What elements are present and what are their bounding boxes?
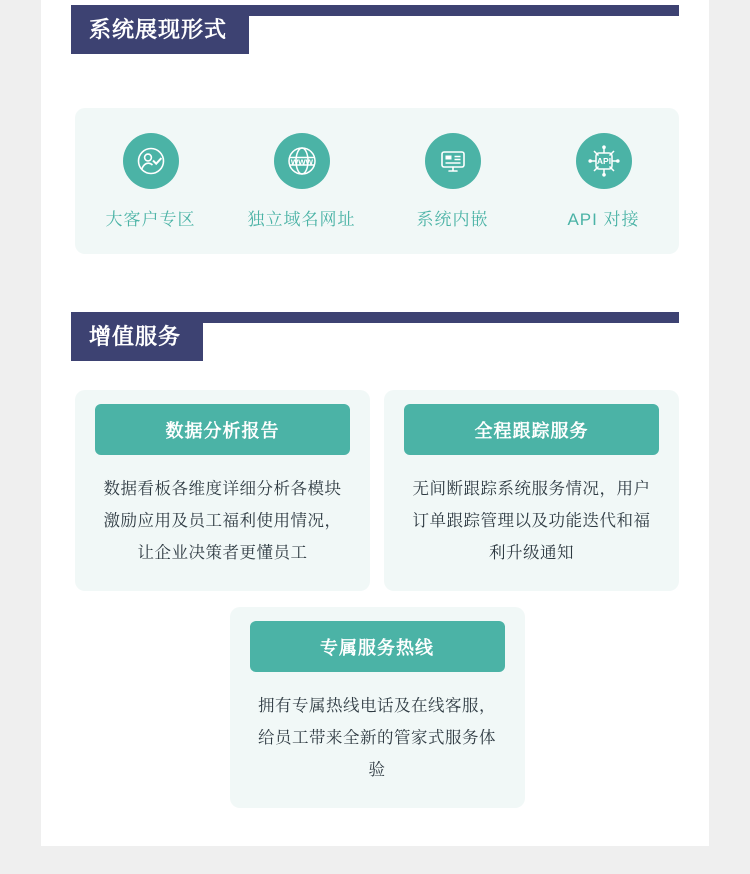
card-row-bottom (75, 591, 679, 808)
section-value-added-services (0, 312, 750, 361)
card-title: 专属服务热线 (250, 621, 505, 672)
card-data-analysis[interactable] (75, 390, 370, 591)
icon-label: API 对接 (567, 209, 640, 229)
card-full-tracking[interactable] (384, 390, 679, 591)
section-title-display-forms: 系统展现形式 (71, 5, 249, 54)
card-body: 数据看板各维度详细分析各模块激励应用及员工福利使用情况，让企业决策者更懂员工 (103, 480, 342, 562)
bottom-gutter (0, 846, 750, 874)
card-body: 拥有专属热线电话及在线客服，给员工带来全新的管家式服务体验 (258, 697, 496, 779)
icon-item-embed[interactable] (378, 133, 528, 230)
www-globe-icon (274, 133, 330, 189)
icon-item-api[interactable] (529, 133, 679, 230)
svg-text:API: API (596, 155, 611, 166)
card-title: 全程跟踪服务 (404, 404, 659, 455)
card-service-hotline[interactable] (230, 607, 525, 808)
right-gutter (709, 0, 750, 874)
left-gutter (0, 0, 41, 874)
icon-label: 系统内嵌 (416, 209, 489, 229)
vip-customer-icon (123, 133, 179, 189)
svg-text:www: www (290, 156, 313, 167)
section-header-wrap (71, 5, 750, 54)
monitor-embed-icon (425, 133, 481, 189)
icon-label: 大客户专区 (105, 209, 196, 229)
icon-item-vip-customer[interactable] (76, 133, 226, 230)
card-body: 无间断跟踪系统服务情况，用户订单跟踪管理以及功能迭代和福利升级通知 (412, 480, 651, 562)
icon-label: 独立域名网址 (247, 209, 356, 229)
api-network-icon (576, 133, 632, 189)
card-row-top (75, 390, 679, 591)
section-header-wrap (71, 312, 750, 361)
value-added-cards (75, 390, 679, 808)
icon-item-domain[interactable] (227, 133, 377, 230)
section-display-forms (0, 5, 750, 54)
section-title-value-added: 增值服务 (71, 312, 203, 361)
card-title: 数据分析报告 (95, 404, 350, 455)
display-forms-panel (75, 108, 679, 254)
